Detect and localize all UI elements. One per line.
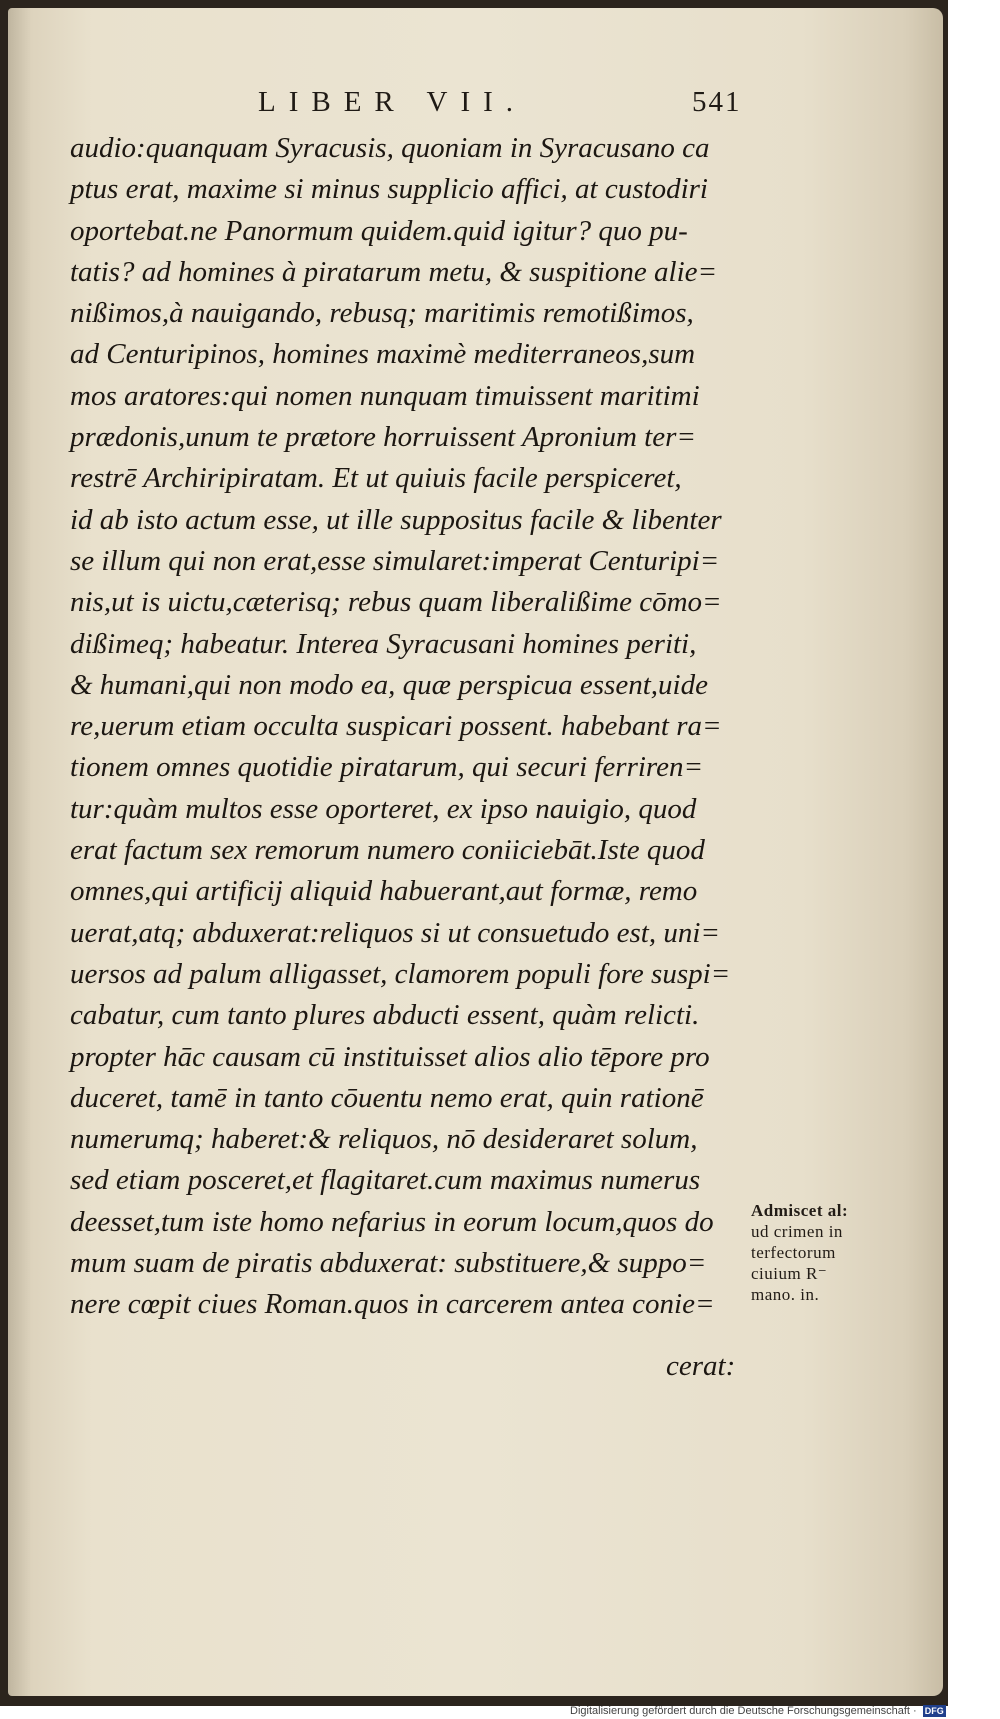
marginal-note-line: ciuium R⁻ xyxy=(751,1264,828,1283)
text-line: mos aratores:qui nomen nunquam timuissent maritimi xyxy=(70,379,700,412)
text-line: nis,ut is uictu,cæterisq; rebus quam liberalißime cōmo= xyxy=(70,586,722,619)
text-line: tatis? ad homines à piratarum metu, & suspitione alie= xyxy=(70,255,718,288)
body-text xyxy=(70,128,750,1326)
text-line: se illum qui non erat,esse simularet:imperat Centuripi= xyxy=(70,544,720,577)
text-line: deesset,tum iste homo nefarius in eorum locum,quos do xyxy=(70,1205,714,1238)
text-line: duceret, tamē in tanto cōuentu nemo erat, quin rationē xyxy=(70,1081,704,1114)
page-number: 541 xyxy=(692,86,742,118)
credit-text: Digitalisierung gefördert durch die Deutsche Forschungsgemeinschaft · xyxy=(570,1705,917,1717)
marginal-note-line: mano. in. xyxy=(751,1285,820,1304)
text-line: audio:quanquam Syracusis, quoniam in Syracusano ca xyxy=(70,132,710,164)
text-line: dißimeq; habeatur. Interea Syracusani homines periti, xyxy=(70,627,697,660)
catchword: cerat: xyxy=(666,1350,736,1382)
text-line: prædonis,unum te prætore horruissent Apronium ter= xyxy=(70,421,696,454)
text-line: restrē Archiripiratam. Et ut quiuis facile perspiceret, xyxy=(70,462,682,495)
text-line: propter hāc causam cū instituisset alios alio tēpore pro xyxy=(70,1040,710,1073)
text-line: tur:quàm multos esse oporteret, ex ipso nauigio, quod xyxy=(70,792,697,825)
text-line: uersos ad palum alligasset, clamorem populi fore suspi= xyxy=(70,957,731,990)
marginal-note-line: terfectorum xyxy=(751,1243,836,1262)
text-line: & humani,qui non modo ea, quæ perspicua essent,uide xyxy=(70,668,708,701)
text-line: tionem omnes quotidie piratarum, qui securi ferriren= xyxy=(70,751,704,784)
running-title: LIBER VII. xyxy=(258,86,527,118)
dfg-logo-icon: DFG xyxy=(924,1706,944,1717)
text-line: mum suam de piratis abduxerat: substituere,& suppo= xyxy=(70,1247,707,1280)
text-line: uerat,atq; abduxerat:reliquos si ut consuetudo est, uni= xyxy=(70,916,720,949)
text-line: ad Centuripinos, homines maximè mediterraneos,sum xyxy=(70,338,696,371)
digitization-credit xyxy=(570,1703,1000,1719)
text-line: sed etiam posceret,et flagitaret.cum maximus numerus xyxy=(70,1164,701,1197)
text-line: nißimos,à nauigando, rebusq; maritimis remotißimos, xyxy=(70,297,694,330)
text-line: ptus erat, maxime si minus supplicio affici, at custodiri xyxy=(70,173,708,206)
text-line: re,uerum etiam occulta suspicari possent. habebant ra= xyxy=(70,710,722,743)
text-line: nere cœpit ciues Roman.quos in carcerem antea conie= xyxy=(70,1288,715,1321)
text-line: id ab isto actum esse, ut ille suppositus facile & libenter xyxy=(70,503,722,536)
book-page xyxy=(8,8,943,1696)
text-line: oportebat.ne Panormum quidem.quid igitur? quo pu- xyxy=(70,214,688,247)
text-line: numerumq; haberet:& reliquos, nō desideraret solum, xyxy=(70,1123,698,1156)
marginal-note-line: ud crimen in xyxy=(751,1222,843,1241)
marginal-note xyxy=(751,1200,921,1305)
marginal-note-line: Admiscet al: xyxy=(751,1201,849,1220)
text-line: cabatur, cum tanto plures abducti essent, quàm relicti. xyxy=(70,999,700,1032)
text-line: omnes,qui artificij aliquid habuerant,aut formæ, remo xyxy=(70,875,698,908)
text-line: erat factum sex remorum numero coniiciebāt.Iste quod xyxy=(70,834,705,867)
